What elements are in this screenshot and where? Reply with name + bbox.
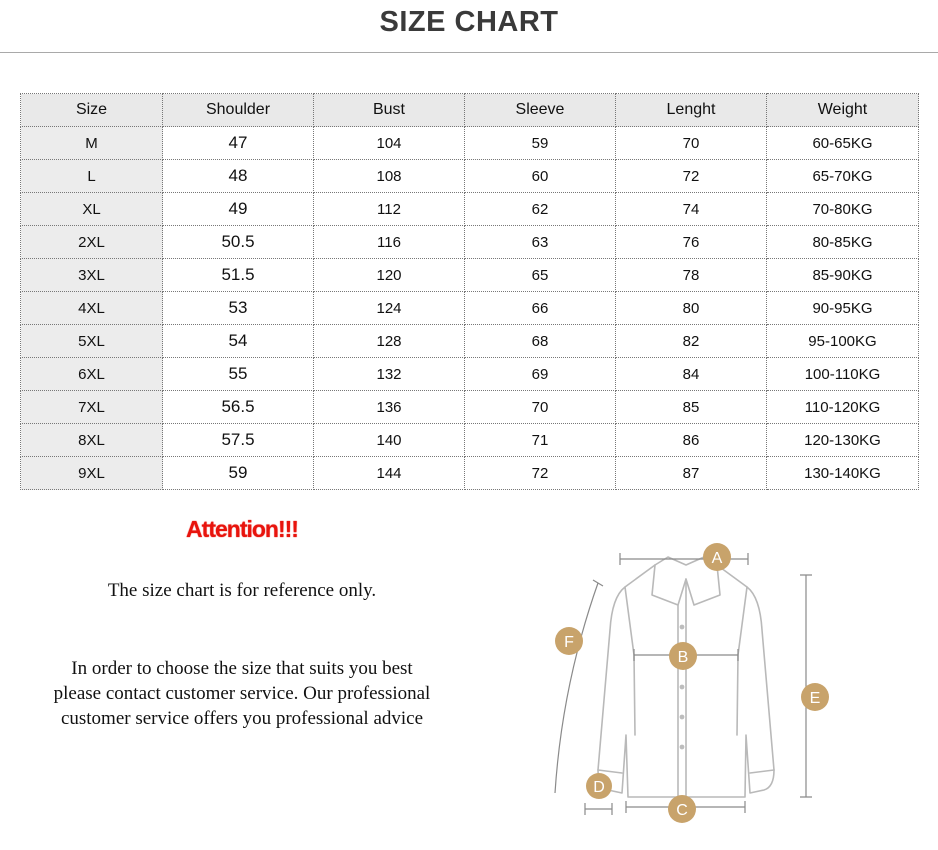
bust-cell: 140 <box>314 424 465 457</box>
bust-cell: 144 <box>314 457 465 490</box>
sleeve-cell: 60 <box>465 160 616 193</box>
weight-cell: 70-80KG <box>767 193 919 226</box>
table-header-row <box>21 94 919 127</box>
shirt-outline <box>598 557 774 797</box>
table-row <box>21 292 919 325</box>
sleeve-cell: 72 <box>465 457 616 490</box>
length-cell: 70 <box>616 127 767 160</box>
shoulder-cell: 47 <box>163 127 314 160</box>
marker-a <box>703 543 731 571</box>
length-cell: 84 <box>616 358 767 391</box>
shoulder-cell: 57.5 <box>163 424 314 457</box>
table-row <box>21 358 919 391</box>
length-cell: 82 <box>616 325 767 358</box>
marker-d <box>586 773 612 799</box>
bust-cell: 108 <box>314 160 465 193</box>
size-cell: 8XL <box>21 424 163 457</box>
weight-cell: 80-85KG <box>767 226 919 259</box>
weight-cell: 65-70KG <box>767 160 919 193</box>
size-cell: 5XL <box>21 325 163 358</box>
table-row <box>21 457 919 490</box>
bust-cell: 136 <box>314 391 465 424</box>
size-cell: 2XL <box>21 226 163 259</box>
bust-cell: 104 <box>314 127 465 160</box>
table-row <box>21 226 919 259</box>
sleeve-cell: 70 <box>465 391 616 424</box>
sleeve-cell: 62 <box>465 193 616 226</box>
advice-text <box>20 656 464 731</box>
sleeve-cell: 68 <box>465 325 616 358</box>
length-cell: 72 <box>616 160 767 193</box>
size-cell: M <box>21 127 163 160</box>
shoulder-cell: 50.5 <box>163 226 314 259</box>
bust-cell: 132 <box>314 358 465 391</box>
length-cell: 78 <box>616 259 767 292</box>
bust-cell: 120 <box>314 259 465 292</box>
shoulder-cell: 53 <box>163 292 314 325</box>
bust-cell: 128 <box>314 325 465 358</box>
bust-cell: 116 <box>314 226 465 259</box>
advice-line: customer service offers you professional advice <box>60 708 424 729</box>
size-cell: XL <box>21 193 163 226</box>
table-row <box>21 193 919 226</box>
shoulder-cell: 54 <box>163 325 314 358</box>
size-cell: 3XL <box>21 259 163 292</box>
weight-cell: 90-95KG <box>767 292 919 325</box>
shoulder-cell: 51.5 <box>163 259 314 292</box>
title-divider <box>0 52 938 53</box>
marker-c <box>668 795 696 823</box>
header-sleeve: Sleeve <box>465 94 616 127</box>
size-cell: 6XL <box>21 358 163 391</box>
marker-b <box>669 642 697 670</box>
header-shoulder: Shoulder <box>163 94 314 127</box>
sleeve-cell: 69 <box>465 358 616 391</box>
shoulder-cell: 49 <box>163 193 314 226</box>
header-weight: Weight <box>767 94 919 127</box>
marker-a-label: A <box>711 550 723 567</box>
header-bust: Bust <box>314 94 465 127</box>
size-chart-table <box>20 93 919 490</box>
shoulder-cell: 56.5 <box>163 391 314 424</box>
weight-cell: 130-140KG <box>767 457 919 490</box>
length-cell: 74 <box>616 193 767 226</box>
marker-b-label: B <box>677 649 689 666</box>
sleeve-cell: 59 <box>465 127 616 160</box>
advice-line: please contact customer service. Our professional <box>53 683 431 704</box>
header-length: Lenght <box>616 94 767 127</box>
shirt-measurement-diagram <box>540 535 840 835</box>
weight-cell: 100-110KG <box>767 358 919 391</box>
length-cell: 85 <box>616 391 767 424</box>
sleeve-cell: 65 <box>465 259 616 292</box>
marker-d-label: D <box>593 779 605 796</box>
marker-f-label: F <box>564 634 574 651</box>
size-cell: 7XL <box>21 391 163 424</box>
table-row <box>21 160 919 193</box>
length-cell: 76 <box>616 226 767 259</box>
weight-cell: 95-100KG <box>767 325 919 358</box>
marker-e-label: E <box>809 690 821 707</box>
marker-c-label: C <box>676 802 688 819</box>
length-cell: 80 <box>616 292 767 325</box>
size-cell: L <box>21 160 163 193</box>
table-row <box>21 325 919 358</box>
sleeve-cell: 66 <box>465 292 616 325</box>
shoulder-cell: 59 <box>163 457 314 490</box>
page-title: SIZE CHART <box>379 6 559 38</box>
bust-cell: 124 <box>314 292 465 325</box>
marker-e <box>801 683 829 711</box>
length-cell: 86 <box>616 424 767 457</box>
marker-f <box>555 627 583 655</box>
attention-heading: Attention!!! <box>186 516 298 542</box>
shoulder-cell: 55 <box>163 358 314 391</box>
table-row <box>21 424 919 457</box>
shoulder-cell: 48 <box>163 160 314 193</box>
weight-cell: 120-130KG <box>767 424 919 457</box>
table-row <box>21 259 919 292</box>
size-cell: 9XL <box>21 457 163 490</box>
sleeve-cell: 71 <box>465 424 616 457</box>
weight-cell: 85-90KG <box>767 259 919 292</box>
table-row <box>21 391 919 424</box>
table-row <box>21 127 919 160</box>
weight-cell: 110-120KG <box>767 391 919 424</box>
header-size: Size <box>21 94 163 127</box>
advice-line: In order to choose the size that suits you best <box>71 658 413 679</box>
weight-cell: 60-65KG <box>767 127 919 160</box>
length-cell: 87 <box>616 457 767 490</box>
bust-cell: 112 <box>314 193 465 226</box>
sleeve-cell: 63 <box>465 226 616 259</box>
reference-note: The size chart is for reference only. <box>107 580 377 601</box>
size-cell: 4XL <box>21 292 163 325</box>
